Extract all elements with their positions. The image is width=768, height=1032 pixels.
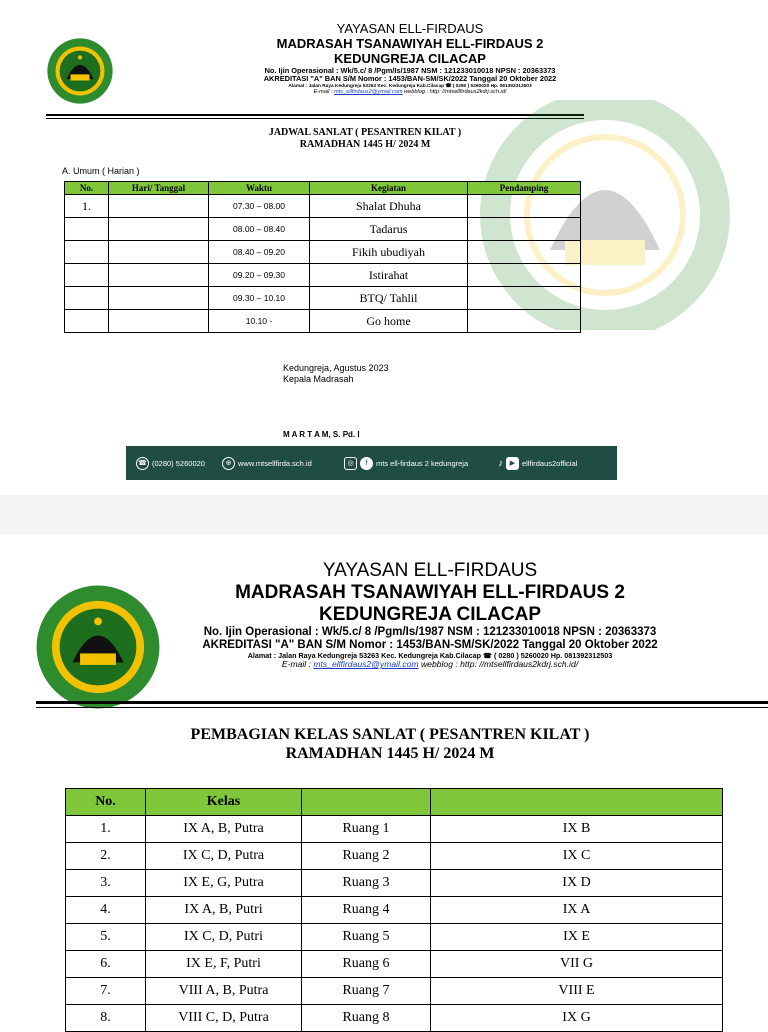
school-location: KEDUNGREJA CILACAP: [334, 50, 486, 66]
accreditation-line: AKREDITASI "A" BAN S/M Nomor : 1453/BAN-SM/SK/2022 Tanggal 20 Oktober 2022: [202, 638, 658, 651]
header-day: Hari/ Tanggal: [109, 182, 209, 195]
header-place: [431, 789, 723, 816]
table-row: 1. 07.30 – 08.00 Shalat Dhuha: [65, 195, 581, 218]
table-row: 08.40 – 09.20 Fikih ubudiyah: [65, 241, 581, 264]
signature-block: [283, 363, 389, 386]
letterhead-rule-thin: [36, 707, 768, 708]
header-no: No.: [66, 789, 146, 816]
class-division-title: PEMBAGIAN KELAS SANLAT ( PESANTREN KILAT ) RAMADHAN 1445 H/ 2024 M: [190, 726, 590, 763]
school-name: MADRASAH TSANAWIYAH ELL-FIRDAUS 2: [276, 35, 544, 51]
license-line: No. Ijin Operasional : Wk/5.c/ 8 /Pgm/Is/1987 NSM : 121233010018 NPSN : 20363373: [203, 625, 657, 638]
schedule-title: JADWAL SANLAT ( PESANTREN KILAT ) RAMADHAN 1445 H/ 2024 M: [268, 127, 462, 150]
table-row: 2. IX C, D, Putra Ruang 2 IX C: [66, 843, 723, 870]
table-row: 7. VIII A, B, Putra Ruang 7 VIII E: [66, 978, 723, 1005]
accreditation-line: AKREDITASI "A" BAN S/M Nomor : 1453/BAN-SM/SK/2022 Tanggal 20 Oktober 2022: [263, 74, 557, 84]
table-row: 5. IX C, D, Putri Ruang 5 IX E: [66, 924, 723, 951]
phone-icon: ☎: [136, 457, 149, 470]
table-header-row: [66, 789, 723, 816]
globe-icon: ⊕: [222, 457, 235, 470]
letterhead-rule: [36, 701, 768, 704]
table-row: 6. IX E, F, Putri Ruang 6 VII G: [66, 951, 723, 978]
table-header-row: [65, 182, 581, 195]
tiktok-icon: ♪: [498, 457, 503, 469]
table-row: 8. VIII C, D, Putra Ruang 8 IX G: [66, 1005, 723, 1032]
facebook-icon: f: [360, 457, 373, 470]
school-name: MADRASAH TSANAWIYAH ELL-FIRDAUS 2: [235, 581, 625, 603]
school-location: KEDUNGREJA CILACAP: [318, 603, 542, 625]
header-activity: Kegiatan: [310, 182, 468, 195]
header-class: Kelas: [146, 789, 302, 816]
foundation-name: YAYASAN ELL-FIRDAUS: [336, 21, 484, 36]
youtube-icon: ▶: [506, 457, 519, 470]
section-label: A. Umum ( Harian ): [62, 166, 140, 176]
foundation-name: YAYASAN ELL-FIRDAUS: [322, 560, 538, 581]
footer-website[interactable]: ⊕ www.mtsellfirda.sch.id: [222, 457, 312, 470]
table-row: 10.10 - Go home: [65, 310, 581, 333]
email-link[interactable]: mts_ellfirdaus2@ymail.com: [334, 89, 403, 96]
table-row: 09.20 – 09.30 Istirahat: [65, 264, 581, 287]
header-time: Waktu: [209, 182, 310, 195]
footer-social[interactable]: ◎ f mts ell-firdaus 2 kedungreja: [344, 457, 468, 470]
license-line: No. Ijin Operasional : Wk/5.c/ 8 /Pgm/Is/1987 NSM : 121233010018 NPSN : 20363373: [264, 65, 556, 75]
contact-footer-bar: [126, 446, 617, 480]
address-line: Alamat : Jalan Raya Kedungreja 53263 Kec. Kedungreja Kab.Cilacap ☎ ( 0280 ) 5260020 Hp. 081392312503: [288, 83, 532, 89]
place-date: Kedungreja, Agustus 2023: [283, 363, 389, 373]
school-emblem-icon: [34, 583, 162, 711]
signatory-name: M A R T A M, S. Pd. I: [283, 430, 360, 439]
table-row: 08.00 – 08.40 Tadarus: [65, 218, 581, 241]
footer-phone: ☎ (0280) 5260020: [136, 457, 205, 470]
document-page-2: [0, 495, 768, 1024]
table-row: 1. IX A, B, Putra Ruang 1 IX B: [66, 816, 723, 843]
letterhead: [180, 560, 680, 670]
signatory-position: Kepala Madrasah: [283, 374, 354, 385]
letterhead: [230, 22, 590, 96]
table-row: 4. IX A, B, Putri Ruang 4 IX A: [66, 897, 723, 924]
contact-line: E-mail : mts_ellfirdaus2@ymail.com webblog : http: //mtsellfirdaus2kdrj.sch.id/: [281, 659, 579, 670]
table-row: 3. IX E, G, Putra Ruang 3 IX D: [66, 870, 723, 897]
header-no: No.: [65, 182, 109, 195]
class-division-table: [65, 788, 723, 1032]
schedule-table: [64, 181, 581, 333]
instagram-icon: ◎: [344, 457, 357, 470]
address-line: Alamat : Jalan Raya Kedungreja 53263 Kec. Kedungreja Kab.Cilacap ☎ ( 0280 ) 5260020 Hp. 081392312503: [247, 650, 613, 660]
email-link[interactable]: mts_ellfirdaus2@ymail.com: [313, 659, 419, 670]
page-2-sheet: [0, 535, 768, 1024]
school-emblem-icon: [46, 37, 114, 105]
header-room: [302, 789, 431, 816]
document-page-1: [0, 0, 768, 495]
footer-video[interactable]: ♪ ▶ ellfirdaus2official: [498, 457, 578, 469]
table-row: 09.30 – 10.10 BTQ/ Tahlil: [65, 287, 581, 310]
header-escort: Pendamping: [468, 182, 581, 195]
contact-line: E-mail : mts_ellfirdaus2@ymail.com webblog : http: //mtsellfirdaus2kdrj.sch.id/: [313, 89, 507, 96]
